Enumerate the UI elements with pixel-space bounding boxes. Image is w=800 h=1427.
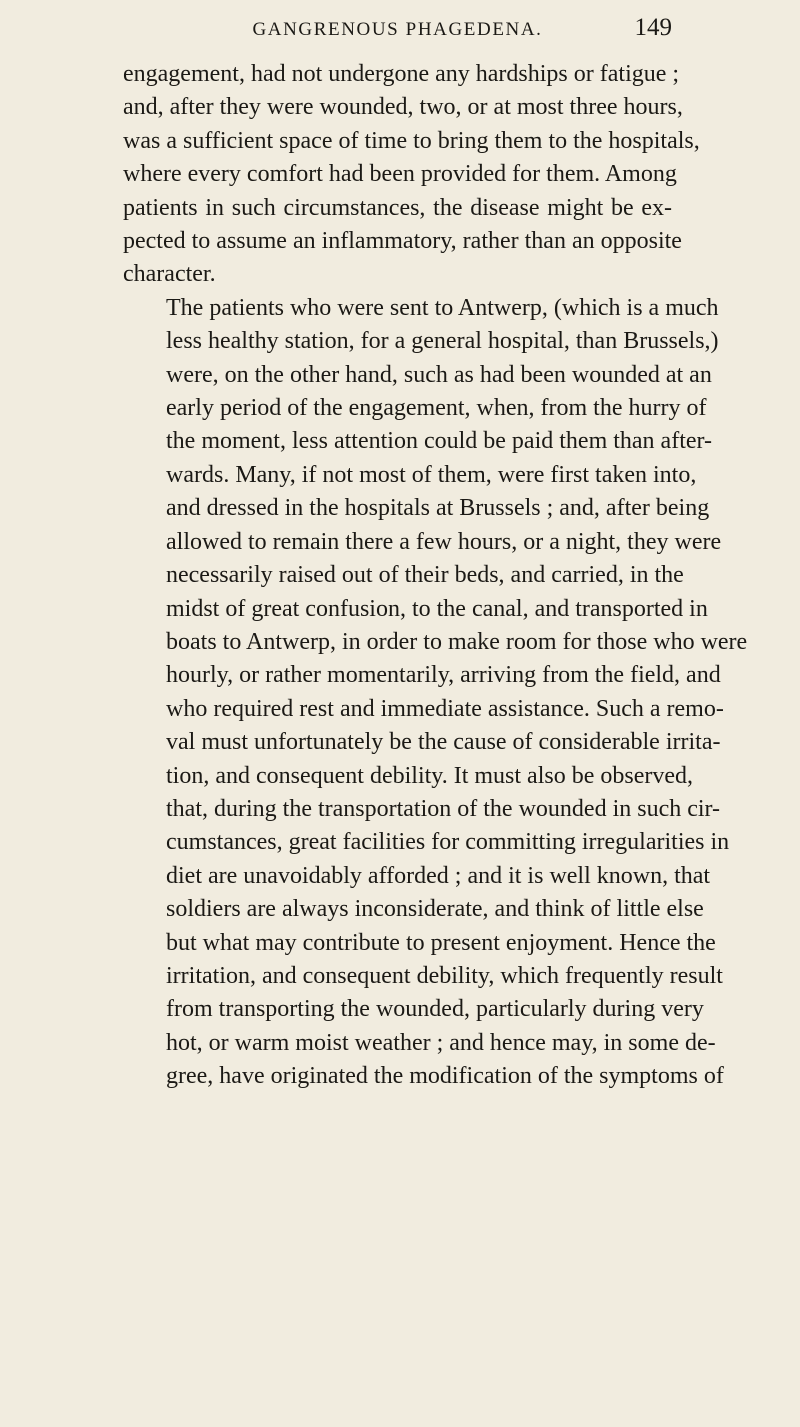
text-line: and, after they were wounded, two, or at most three hours, bbox=[123, 94, 683, 121]
text-line: patients in such circumstances, the disease might be ex- bbox=[123, 194, 672, 221]
text-line: diet are unavoidably afforded ; and it is well known, that bbox=[166, 862, 711, 889]
text-line: necessarily raised out of their beds, and carried, in the bbox=[166, 562, 684, 589]
text-line: midst of great confusion, to the canal, and transported in bbox=[166, 595, 708, 622]
text-line: irritation, and consequent debility, which frequently result bbox=[166, 962, 723, 989]
text-line: gree, have originated the modification of the symptoms of bbox=[166, 1063, 724, 1090]
text-line: boats to Antwerp, in order to make room for those who were bbox=[166, 628, 748, 655]
paragraph bbox=[123, 58, 700, 292]
text-line: cumstances, great facilities for committing irregularities in bbox=[166, 829, 730, 856]
body-text bbox=[123, 58, 748, 1094]
text-line: The patients who were sent to Antwerp, (which is a much bbox=[166, 294, 719, 321]
text-line: wards. Many, if not most of them, were first taken into, bbox=[166, 461, 697, 488]
text-line: that, during the transportation of the wounded in such cir- bbox=[166, 795, 721, 822]
text-line: character. bbox=[123, 261, 216, 288]
running-head bbox=[123, 0, 672, 58]
text-line: val must unfortunately be the cause of considerable irrita- bbox=[166, 729, 721, 756]
text-line: the moment, less attention could be paid them than after- bbox=[166, 428, 713, 455]
text-line: hourly, or rather momentarily, arriving from the field, and bbox=[166, 662, 721, 689]
text-line: hot, or warm moist weather ; and hence may, in some de- bbox=[166, 1029, 716, 1056]
text-line: pected to assume an inflammatory, rather than an opposite bbox=[123, 228, 682, 255]
text-line: allowed to remain there a few hours, or a night, they were bbox=[166, 528, 722, 555]
text-line: early period of the engagement, when, from the hurry of bbox=[166, 395, 707, 422]
text-line: was a sufficient space of time to bring them to the hospitals, bbox=[123, 127, 700, 154]
text-line: but what may contribute to present enjoyment. Hence the bbox=[166, 929, 716, 956]
running-title: GANGRENOUS PHAGEDENA. bbox=[252, 19, 543, 40]
text-line: where every comfort had been provided for them. Among bbox=[123, 161, 677, 188]
paragraph bbox=[123, 292, 748, 1094]
text-line: and dressed in the hospitals at Brussels ; and, after being bbox=[166, 495, 710, 522]
text-line: tion, and consequent debility. It must also be observed, bbox=[166, 762, 694, 789]
text-line: soldiers are always inconsiderate, and think of little else bbox=[166, 896, 704, 923]
text-line: from transporting the wounded, particularly during very bbox=[166, 996, 704, 1023]
text-line: engagement, had not undergone any hardships or fatigue ; bbox=[123, 61, 680, 87]
text-line: who required rest and immediate assistance. Such a remo- bbox=[166, 695, 724, 722]
page-number: 149 bbox=[634, 14, 672, 41]
text-line: less healthy station, for a general hospital, than Brussels,) bbox=[166, 328, 719, 355]
text-line: were, on the other hand, such as had been wounded at an bbox=[166, 361, 712, 388]
